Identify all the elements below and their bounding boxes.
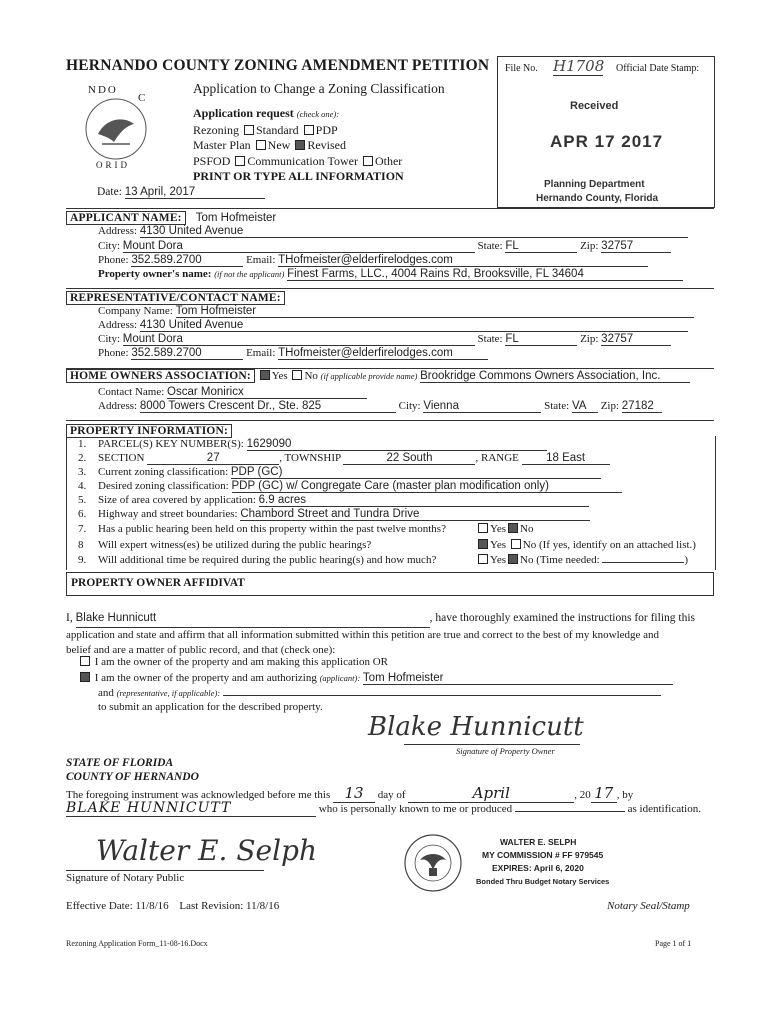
new-label: New <box>267 138 291 152</box>
rep-state-label: State: <box>477 333 503 345</box>
seal-name: WALTER E. SELPH <box>500 837 577 847</box>
owner-row <box>98 268 698 281</box>
affidavit-line2: application and state and affirm that all information submitted within this petition are true and correct to the best of my knowledge and <box>66 628 660 641</box>
ack-label: The foregoing instrument was acknowledged before me this <box>66 789 331 801</box>
public-hearing-options <box>476 523 533 535</box>
county-seal <box>62 82 170 177</box>
witness-yes-label: Yes <box>490 539 507 551</box>
affidavit-option-1 <box>78 656 388 668</box>
affidavit-option-2 <box>78 672 673 685</box>
hoa-address-label: Address: <box>98 400 138 412</box>
hoa-state-label: State: <box>544 400 570 412</box>
applicant-city-row <box>98 240 698 253</box>
ack-as-id: as identification. <box>627 803 701 815</box>
standard-label: Standard <box>256 122 299 137</box>
applicant-zip-label: Zip: <box>580 240 599 252</box>
time-needed-close: ) <box>684 554 689 566</box>
owner-name[interactable]: Finest Farms, LLC., 4004 Rains Rd, Brooksville, FL 34604 <box>287 268 683 281</box>
notary-signature: Walter E. Selph <box>96 834 318 867</box>
hoa-yes-checkbox[interactable] <box>260 370 270 380</box>
hoa-zip[interactable]: 27182 <box>622 400 662 413</box>
rep-phone[interactable]: 352.589.2700 <box>131 347 243 360</box>
footer-filename: Rezoning Application Form_11-08-16.Docx <box>66 939 208 948</box>
time-needed-field[interactable] <box>602 562 684 563</box>
effective-date-row <box>66 900 279 912</box>
date-value[interactable]: 13 April, 2017 <box>125 186 265 199</box>
hoa-zip-label: Zip: <box>600 400 620 412</box>
applicant-email-label: Email: <box>246 254 276 266</box>
notary-jurisdiction <box>66 756 199 784</box>
rep-company[interactable]: Tom Hofmeister <box>176 305 694 318</box>
affidavit-section-label: PROPERTY OWNER AFFIDIVAT <box>71 577 245 589</box>
owner-authorizing-checkbox[interactable] <box>80 672 90 682</box>
affidavit-line1: , have thoroughly examined the instructions for filing this <box>429 612 696 624</box>
applicant-phone-label: Phone: <box>98 254 129 266</box>
boundaries-label: Highway and street boundaries: <box>98 508 238 520</box>
rep-company-label: Company Name: <box>98 305 173 317</box>
rep-company-row <box>98 305 698 318</box>
witness-no-checkbox[interactable] <box>511 539 521 549</box>
hoa-hint: (if applicable provide name) <box>320 371 418 381</box>
rep-address-row <box>98 319 698 332</box>
property-item-1 <box>78 438 547 451</box>
received-date: APR 17 2017 <box>550 132 664 151</box>
item-number: 3. <box>78 466 87 478</box>
range-label: , RANGE <box>475 452 519 464</box>
owner-hint: (if not the applicant) <box>214 269 285 279</box>
property-section-label: PROPERTY INFORMATION: <box>66 424 232 438</box>
boundaries-value[interactable]: Chambord Street and Tundra Drive <box>240 508 590 521</box>
expert-witness-options <box>476 539 696 551</box>
public-hearing-question: Has a public hearing been held on this property within the past twelve months? <box>98 523 446 535</box>
applicant-city-label: City: <box>98 240 121 252</box>
current-zoning-value[interactable]: PDP (GC) <box>231 466 601 479</box>
applicant-zip[interactable]: 32757 <box>601 240 671 253</box>
item-number: 7. <box>78 523 87 535</box>
ack-year-prefix: , 20 <box>574 789 591 801</box>
ack-known: who is personally known to me or produced <box>318 803 513 815</box>
rep-state[interactable]: FL <box>505 333 577 346</box>
owner-signature-label: Signature of Property Owner <box>456 746 555 756</box>
rezoning-label: Rezoning <box>193 122 239 137</box>
rep-phone-label: Phone: <box>98 347 129 359</box>
hoa-contact-row <box>98 386 698 399</box>
seal-top-text: NDO <box>88 84 118 96</box>
seal-bond: Bonded Thru Budget Notary Services <box>476 877 610 886</box>
date-label: Date: <box>97 186 122 198</box>
rep-email-label: Email: <box>246 347 276 359</box>
hoa-section-label: HOME OWNERS ASSOCIATION: <box>66 369 255 383</box>
hoa-city-label: City: <box>398 400 421 412</box>
official-stamp-box <box>497 56 715 208</box>
applicant-section <box>66 208 276 226</box>
hoa-yes-label: Yes <box>271 370 288 382</box>
area-size-label: Size of area covered by application: <box>98 494 256 506</box>
and-label: and <box>98 687 114 699</box>
ack-day[interactable]: 13 <box>333 784 375 803</box>
hoa-no-checkbox[interactable] <box>292 370 302 380</box>
app-request-label: Application request <box>193 106 294 120</box>
seal-commission: MY COMMISSION # FF 979545 <box>482 850 604 860</box>
time-yes-checkbox[interactable] <box>478 554 488 564</box>
other-label: Other <box>374 153 403 168</box>
time-yes-label: Yes <box>490 554 507 566</box>
stamp-county: Hernando County, Florida <box>536 193 659 204</box>
section-value[interactable]: 27 <box>147 452 279 465</box>
hearing-yes-label: Yes <box>490 523 507 535</box>
rep-phone-row <box>98 347 698 360</box>
owner-label: Property owner's name: <box>98 268 212 280</box>
affidavit-rep-row <box>98 687 661 699</box>
property-item-4 <box>78 480 622 493</box>
notary-signature-label: Signature of Notary Public <box>66 872 185 884</box>
township-value[interactable]: 22 South <box>343 452 475 465</box>
rep-city[interactable]: Mount Dora <box>123 333 475 346</box>
applicant-phone[interactable]: 352.589.2700 <box>131 254 243 267</box>
form-subtitle: Application to Change a Zoning Classification <box>193 81 445 96</box>
affidavit-statement <box>66 611 714 659</box>
owner-authorizing-label: I am the owner of the property and am authorizing <box>94 672 317 684</box>
planning-dept: Planning Department <box>544 179 645 190</box>
comm-tower-label: Communication Tower <box>247 153 358 168</box>
comm-tower-checkbox[interactable] <box>235 156 245 166</box>
master-plan-label: Master Plan <box>193 138 251 152</box>
affidavit-submit-line: to submit an application for the described property. <box>98 701 323 713</box>
area-size-value[interactable]: 6.9 acres <box>259 494 589 507</box>
hearing-no-label: No <box>520 523 534 535</box>
applicant-state-label: State: <box>477 240 503 252</box>
notary-state: STATE OF FLORIDA <box>66 757 174 769</box>
notary-person-row <box>66 800 716 817</box>
file-no-value[interactable]: H1708 <box>553 57 605 75</box>
applicant-state[interactable]: FL <box>505 240 577 253</box>
authorizing-hint: (applicant): <box>319 673 361 683</box>
property-item-8 <box>78 539 371 551</box>
file-no-label: File No. <box>505 63 538 74</box>
standard-checkbox[interactable] <box>244 125 254 135</box>
pdp-label: PDP <box>315 122 338 137</box>
hoa-section <box>66 369 706 383</box>
hoa-name[interactable]: Brookridge Commons Owners Association, Inc. <box>420 370 690 383</box>
hoa-contact-label: Contact Name: <box>98 386 165 398</box>
property-item-6 <box>78 508 590 521</box>
seal-county-text: C <box>138 92 146 104</box>
rep-address-label: Address: <box>98 319 138 331</box>
hoa-no-label: No <box>304 370 318 382</box>
last-revision: Last Revision: 11/8/16 <box>179 900 280 912</box>
time-no-checkbox[interactable] <box>508 554 518 564</box>
item-number: 6. <box>78 508 87 520</box>
property-item-7 <box>78 523 446 535</box>
affidavit-rep-field[interactable] <box>223 695 661 696</box>
rep-city-label: City: <box>98 333 121 345</box>
applicant-address-label: Address: <box>98 225 138 237</box>
ack-id-field[interactable] <box>515 811 625 812</box>
ack-day-of: day of <box>377 789 406 801</box>
witness-no-label: No (If yes, identify on an attached list.) <box>522 539 696 551</box>
seal-expires: EXPIRES: April 6, 2020 <box>492 863 584 873</box>
hoa-state[interactable]: VA <box>572 400 598 413</box>
ack-year[interactable]: 17 <box>591 784 617 803</box>
applicant-name[interactable]: Tom Hofmeister <box>195 212 277 224</box>
parcel-value[interactable]: 1629090 <box>247 438 547 451</box>
witness-yes-checkbox[interactable] <box>478 539 488 549</box>
seal-bottom-text: ORID <box>96 160 130 170</box>
desired-zoning-label: Desired zoning classification: <box>98 480 229 492</box>
applicant-address-row <box>98 225 698 238</box>
new-checkbox[interactable] <box>256 140 266 150</box>
pdp-checkbox[interactable] <box>304 125 314 135</box>
section-label: SECTION <box>98 452 145 464</box>
ack-person[interactable]: BLAKE HUNNICUTT <box>66 800 316 817</box>
expert-witness-question: Will expert witness(es) be utilized during the public hearings? <box>98 539 372 551</box>
hearing-yes-checkbox[interactable] <box>478 523 488 533</box>
applicant-address[interactable]: 4130 United Avenue <box>140 225 688 238</box>
footer-page: Page 1 of 1 <box>655 939 692 948</box>
app-request-hint: (check one): <box>296 109 340 119</box>
authorized-applicant[interactable]: Tom Hofmeister <box>363 672 673 685</box>
township-label: , TOWNSHIP <box>279 452 341 464</box>
hoa-address-row <box>98 400 698 413</box>
psfod-label: PSFOD <box>193 153 231 168</box>
form-title: HERNANDO COUNTY ZONING AMENDMENT PETITION <box>66 57 490 74</box>
rep-address[interactable]: 4130 United Avenue <box>140 319 688 332</box>
affidavit-i-label: I, <box>66 612 73 624</box>
item-number: 9. <box>78 554 87 566</box>
property-item-5 <box>78 494 589 507</box>
time-no-label: No (Time needed: <box>520 554 600 566</box>
additional-time-options <box>476 554 688 566</box>
representative-section <box>66 288 285 306</box>
owner-applying-label: I am the owner of the property and am making this application OR <box>94 656 389 668</box>
hoa-contact[interactable]: Oscar Moniricx <box>167 386 367 399</box>
item-number: 1. <box>78 438 87 450</box>
application-request-block <box>193 106 404 185</box>
rep-zip[interactable]: 32757 <box>601 333 671 346</box>
applicant-phone-row <box>98 254 698 267</box>
range-value[interactable]: 18 East <box>522 452 610 465</box>
ack-by: , by <box>616 789 634 801</box>
effective-date: Effective Date: 11/8/16 <box>66 900 169 912</box>
revised-label: Revised <box>307 138 346 152</box>
print-note: PRINT OR TYPE ALL INFORMATION <box>193 169 404 183</box>
item-number: 5. <box>78 494 87 506</box>
affidavit-owner-name[interactable]: Blake Hunnicutt <box>76 611 430 628</box>
property-item-9 <box>78 554 436 566</box>
affidavit-line3: belief and are a matter of public record, and that (check one): <box>66 644 336 656</box>
desired-zoning-value[interactable]: PDP (GC) w/ Congregate Care (master plan modification only) <box>232 480 622 493</box>
owner-signature: Blake Hunnicutt <box>368 712 584 742</box>
parcel-label: PARCEL(S) KEY NUMBER(S): <box>98 438 244 450</box>
ack-month[interactable]: April <box>408 784 574 803</box>
property-item-3 <box>78 466 601 479</box>
and-hint: (representative, if applicable): <box>116 688 221 698</box>
item-number: 4. <box>78 480 87 492</box>
applicant-city[interactable]: Mount Dora <box>123 240 475 253</box>
applicant-section-label: APPLICANT NAME: <box>66 211 186 225</box>
affidavit-header-box <box>66 572 714 596</box>
applicant-email[interactable]: THofmeister@elderfirelodges.com <box>278 254 648 267</box>
rep-city-row <box>98 333 698 346</box>
revised-checkbox[interactable] <box>295 140 305 150</box>
item-number: 2. <box>78 452 87 464</box>
official-date-label: Official Date Stamp: <box>616 63 700 74</box>
property-item-2 <box>78 452 610 465</box>
current-zoning-label: Current zoning classification: <box>98 466 229 478</box>
representative-section-label: REPRESENTATIVE/CONTACT NAME: <box>66 291 285 305</box>
rep-zip-label: Zip: <box>580 333 599 345</box>
notary-seal-emblem <box>398 830 468 896</box>
item-number: 8 <box>78 539 84 551</box>
other-checkbox[interactable] <box>363 156 373 166</box>
hearing-no-checkbox[interactable] <box>508 523 518 533</box>
received-stamp: Received <box>570 100 619 112</box>
date-row <box>97 186 265 199</box>
rep-email[interactable]: THofmeister@elderfirelodges.com <box>278 347 488 360</box>
hoa-city[interactable]: Vienna <box>423 400 541 413</box>
notary-seal-label: Notary Seal/Stamp <box>607 900 690 912</box>
additional-time-question: Will additional time be required during the public hearing(s) and how much? <box>98 554 437 566</box>
notary-seal-text <box>470 836 609 888</box>
hoa-address[interactable]: 8000 Towers Crescent Dr., Ste. 825 <box>140 400 396 413</box>
owner-applying-checkbox[interactable] <box>80 656 90 666</box>
notary-county: COUNTY OF HERNANDO <box>66 771 199 783</box>
